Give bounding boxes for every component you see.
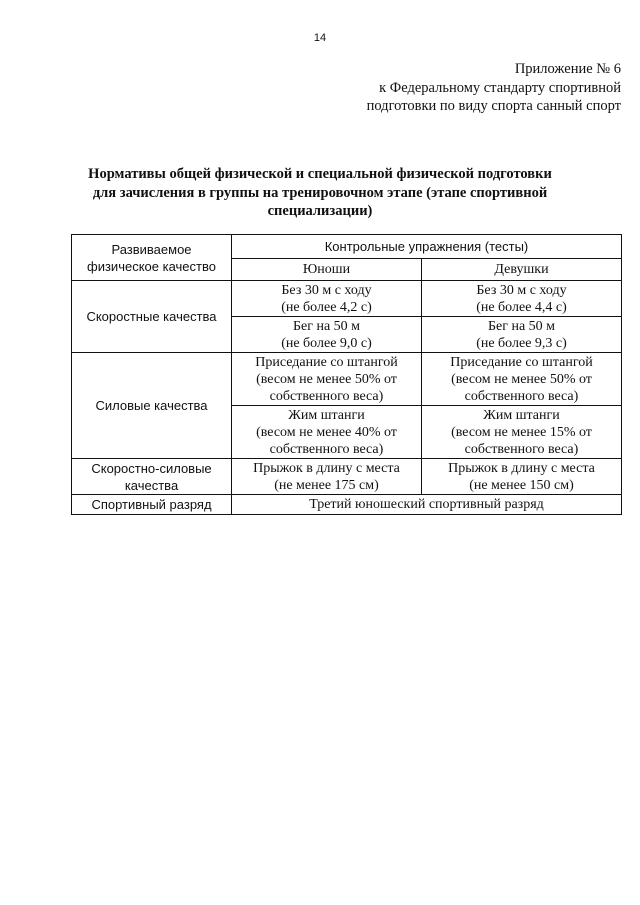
quality-strength: Силовые качества: [72, 353, 232, 459]
header-quality: Развиваемое физическое качество: [72, 235, 232, 281]
test-girls: Бег на 50 м (не более 9,3 с): [422, 317, 622, 353]
title-line: специализации): [267, 203, 373, 219]
table-row: [72, 353, 622, 406]
table-header-row: [72, 235, 622, 259]
test-boys: Жим штанги (весом не менее 40% от собственного веса): [232, 406, 422, 459]
quality-speed-strength: Скоростно-силовые качества: [72, 459, 232, 495]
page-number: 14: [313, 32, 327, 44]
appendix-line: подготовки по виду спорта санный спорт: [366, 98, 621, 114]
norms-table: [71, 234, 622, 515]
test-boys: Приседание со штангой (весом не менее 50% от собственного веса): [232, 353, 422, 406]
rank-value: Третий юношеский спортивный разряд: [232, 495, 622, 515]
header-tests: Контрольные упражнения (тесты): [232, 235, 622, 259]
test-boys: Прыжок в длину с места (не менее 175 см): [232, 459, 422, 495]
test-boys: Бег на 50 м (не более 9,0 с): [232, 317, 422, 353]
header-girls: Девушки: [422, 259, 622, 281]
title-line: для зачисления в группы на тренировочном этапе (этапе спортивной: [92, 184, 548, 201]
rank-label: Спортивный разряд: [72, 495, 232, 515]
quality-speed: Скоростные качества: [72, 281, 232, 353]
title-line: Нормативы общей физической и специальной физической подготовки: [88, 166, 552, 182]
header-boys: Юноши: [232, 259, 422, 281]
appendix-line: к Федеральному стандарту спортивной: [379, 79, 621, 96]
appendix-header: [367, 60, 621, 116]
test-girls: Жим штанги (весом не менее 15% от собственного веса): [422, 406, 622, 459]
document-title: [80, 165, 560, 221]
test-girls: Приседание со штангой (весом не менее 50% от собственного веса): [422, 353, 622, 406]
test-girls: Без 30 м с ходу (не более 4,4 с): [422, 281, 622, 317]
test-girls: Прыжок в длину с места (не менее 150 см): [422, 459, 622, 495]
table-row: [72, 281, 622, 317]
table-row-rank: [72, 495, 622, 515]
test-boys: Без 30 м с ходу (не более 4,2 с): [232, 281, 422, 317]
table-row: [72, 459, 622, 495]
appendix-line: Приложение № 6: [514, 61, 621, 77]
